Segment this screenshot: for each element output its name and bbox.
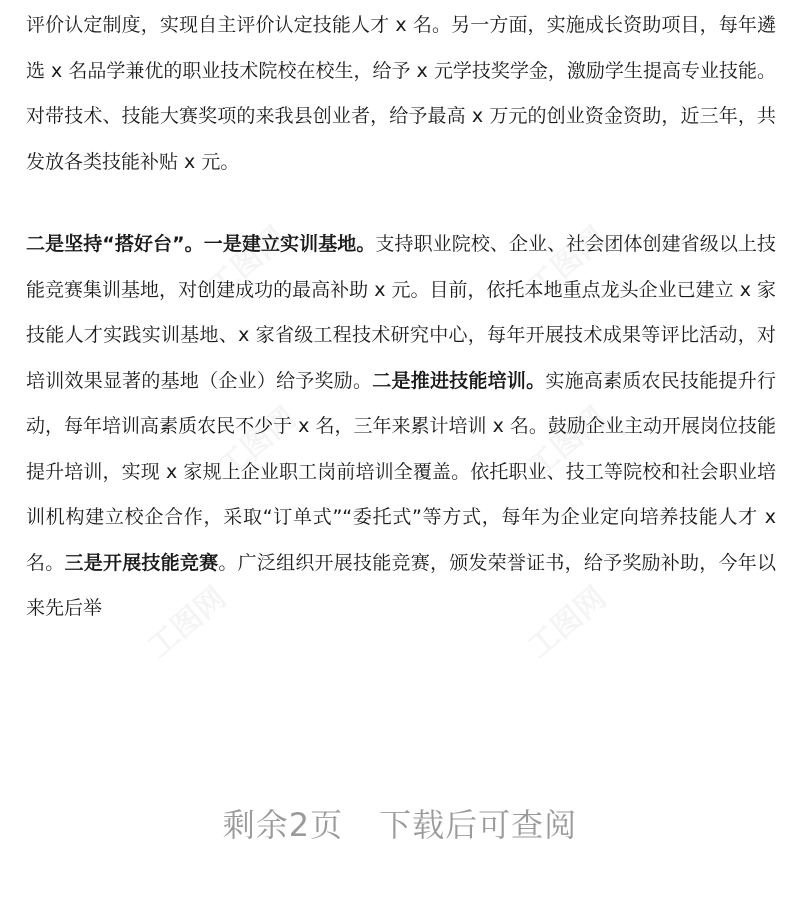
paragraph-build-platform [26,222,776,632]
preview-limit-notice[interactable] [0,800,800,846]
remaining-pages-label: 剩余2页 [222,806,344,844]
paragraph-text: 。广泛组织开展技能竞赛，颁发荣誉证书，给予奖励补助，今年以来先后举 [26,551,776,619]
download-to-view-label: 下载后可查阅 [379,806,578,844]
section-heading: 二是坚持“搭好台”。 [26,233,204,255]
subsection-heading: 三是开展技能竞赛 [64,551,219,574]
paragraph-text: 支持职业院校、企业、社会团体创建省级以上技能竞赛集训基地，对创建成功的最高补助 x 元。目前，依托本地重点龙头企业已建立 x 家技能人才实践实训基地、x 家省级工程技术研究中心，每年开展技术成果等评比活动，对培训效果显著的基地（企业）给予奖励。 [26,233,776,392]
paragraph-text: 实施高素质农民技能提升行动，每年培训高素质农民不少于 x 名，三年来累计培训 x 名。鼓励企业主动开展岗位技能提升培训，实现 x 家规上企业职工岗前培训全覆盖。依托职业、技工等院校和社会职业培训机构建立校企合作，采取“订单式”“委托式”等方式，每年为企业定向培养技能人才 x 名。 [26,369,776,574]
paragraph-talent-evaluation [26,3,776,185]
paragraph-text: 评价认定制度，实现自主评价认定技能人才 x 名。另一方面，实施成长资助项目，每年遴选 x 名品学兼优的职业技术院校在校生，给予 x 元学技奖学金，激励学生提高专业技能。对带技术、技能大赛奖项的来我县创业者，给予最高 x 万元的创业资金资助，近三年，共发放各类技能补贴 x 元。 [26,14,776,173]
subsection-heading: 一是建立实训基地。 [203,233,376,255]
subsection-heading: 二是推进技能培训。 [372,369,546,392]
document-body [26,0,776,632]
